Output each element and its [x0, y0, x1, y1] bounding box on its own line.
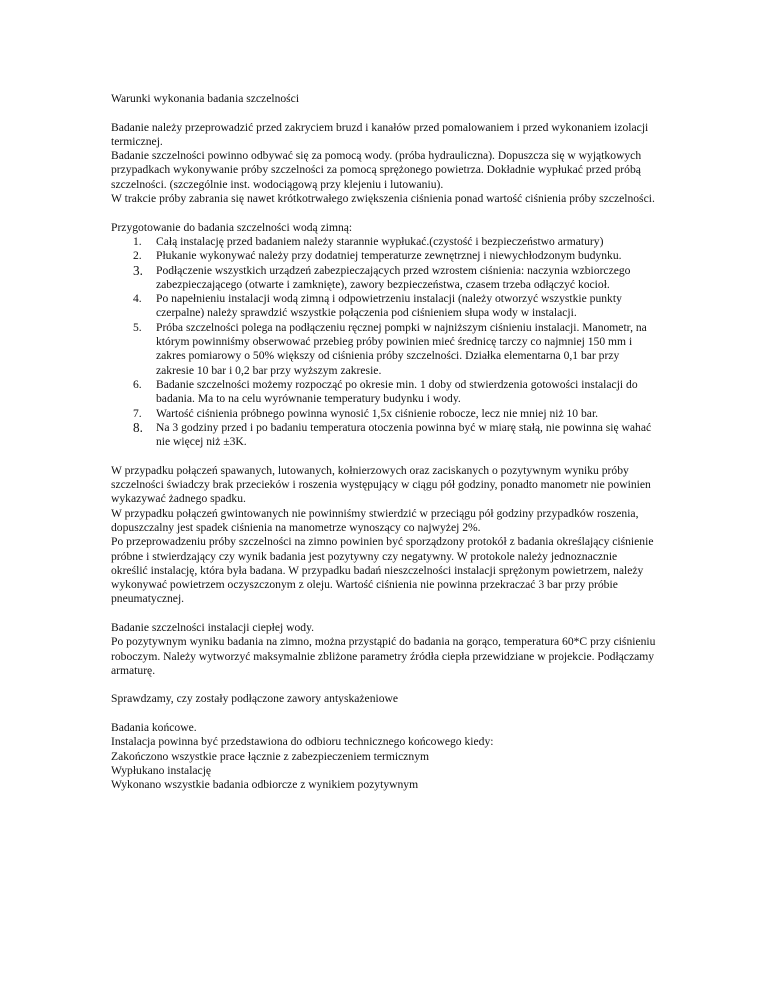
list-number: 6.	[133, 377, 142, 391]
intro-paragraph: Badanie szczelności powinno odbywać się za pomocą wody. (próba hydrauliczna). Dopuszcza się w wyjątkowych przypadkach wykonywanie próby szczelności za pomocą sprężonego powietrza. Dokładnie wypłukać przed próbą szczelności. (szczególnie inst. wodociągową przy klejeniu i lutowaniu).	[111, 149, 642, 191]
spacer	[111, 206, 656, 220]
antipollution-valves-note: Sprawdzamy, czy zostały podłączone zawory antyskażeniowe	[111, 692, 399, 706]
preparation-steps-list	[111, 235, 656, 449]
list-number: 5.	[133, 320, 142, 334]
document-title: Warunki wykonania badania szczelności	[111, 92, 300, 105]
joints-paragraph: W przypadku połączeń gwintowanych nie powinniśmy stwierdzić w przeciągu pół godziny przypadków roszenia, dopuszczalny jest spadek ciśnienia na manometrze wynoszący co najwyżej 2%.	[111, 506, 639, 534]
spacer	[111, 607, 656, 621]
list-item-text: Próba szczelności polega na podłączeniu ręcznej pompki w najniższym ciśnieniu instalacji. Manometr, na którym powinniśmy obserwować przebieg próby powinien mieć średnicę tarczy co najmniej 150 mm i zakres pomiarowy o 50% większy od ciśnienia próby szczelności. Działka elementarna 0,1 bar przy zakresie 10 bar i 0,2 bar przy wyższym zakresie.	[156, 320, 647, 377]
list-item-text: Płukanie wykonywać należy przy dodatniej temperaturze zewnętrznej i niewychłodzonym budynku.	[156, 249, 622, 263]
hot-test-heading: Badanie szczelności instalacji ciepłej wody.	[111, 620, 315, 634]
hot-test-paragraph: Po pozytywnym wyniku badania na zimno, można przystąpić do badania na gorąco, temperatura 60*C przy ciśnieniu roboczym. Należy wytworzyć maksymalnie zbliżone parametry źródła ciepła przewidziane w projekcie. Podłączamy armaturę.	[111, 635, 656, 677]
list-item-text: Podłączenie wszystkich urządzeń zabezpieczających przed wzrostem ciśnienia: naczynia wzbiorczego zabezpieczającego (otwarte i zamknięte), zawory bezpieczeństwa, czasem trzeba odłączyć kocioł.	[156, 263, 631, 291]
protocol-paragraph: Po przeprowadzeniu próby szczelności na zimno powinien być sporządzony protokół z badania określający ciśnienie próbne i stwierdzający czy wynik badania jest pozytywny czy negatywny. W protokole należy jednoznacznie określić instalację, która była badana. W przypadku badań nieszczelności instalacji sprężonym powietrzem, należy wykonywać powietrzem oczyszczonym z oleju. Wartość ciśnienia nie powinna przekraczać 3 bar przy próbie pneumatycznej.	[111, 535, 654, 606]
list-item	[111, 407, 656, 421]
intro-paragraph: Badanie należy przeprowadzić przed zakryciem bruzd i kanałów przed pomalowaniem i przed wykonaniem izolacji termicznej.	[111, 120, 649, 148]
list-item-text: Badanie szczelności możemy rozpocząć po okresie min. 1 doby od stwierdzenia gotowości instalacji do badania. Ma to na celu wyrównanie temperatury budynku i wody.	[156, 377, 638, 406]
intro-paragraph: W trakcie próby zabrania się nawet krótkotrwałego zwiększenia ciśnienia ponad wartość ciśnienia próby szczelności.	[111, 192, 655, 206]
final-tests-line: Wykonano wszystkie badania odbiorcze z wynikiem pozytywnym	[111, 778, 419, 792]
list-number: 3.	[133, 262, 143, 278]
list-item-text: Po napełnieniu instalacji wodą zimną i odpowietrzeniu instalacji (należy otworzyć wszystkie punkty czerpalne) należy sprawdzić wszystkie połączenia pod ciśnieniem słupa wody w instalacji.	[156, 292, 622, 320]
list-item	[111, 321, 656, 378]
final-tests-line: Wypłukano instalację	[111, 763, 212, 777]
list-item	[111, 292, 656, 321]
list-number: 7.	[133, 406, 142, 420]
final-tests-heading: Badania końcowe.	[111, 721, 197, 735]
spacer	[111, 678, 656, 692]
cold-test-heading: Przygotowanie do badania szczelności wodą zimną:	[111, 220, 353, 234]
list-item-text: Całą instalację przed badaniem należy starannie wypłukać.(czystość i bezpieczeństwo armatury)	[156, 234, 604, 248]
final-tests-line: Zakończono wszystkie prace łącznie z zabezpieczeniem termicznym	[111, 749, 430, 763]
list-number: 4.	[133, 292, 142, 306]
spacer	[111, 106, 656, 120]
list-number: 8.	[133, 419, 143, 435]
list-item-text: Wartość ciśnienia próbnego powinna wynosić 1,5x ciśnienie robocze, lecz nie mniej niż 10 bar.	[156, 406, 599, 420]
document-page	[111, 92, 656, 793]
joints-paragraph: W przypadku połączeń spawanych, lutowanych, kołnierzowych oraz zaciskanych o pozytywnym wyniku próby szczelności świadczy brak przecieków i roszenia występujący w ciągu pół godziny, ponadto manometr nie powinien wykazywać żadnego spadku.	[111, 463, 651, 506]
list-item	[111, 378, 656, 407]
spacer	[111, 449, 656, 463]
final-tests-line: Instalacja powinna być przedstawiona do odbioru technicznego końcowego kiedy:	[111, 735, 494, 749]
list-item	[111, 249, 656, 263]
list-number: 2.	[133, 249, 142, 263]
list-item-text: Na 3 godziny przed i po badaniu temperatura otoczenia powinna być w miarę stałą, nie powinna się wahać nie więcej niż ±3K.	[156, 420, 652, 449]
list-item	[111, 235, 656, 249]
list-item	[111, 264, 656, 293]
spacer	[111, 707, 656, 721]
list-number: 1.	[133, 234, 142, 248]
list-item	[111, 421, 656, 450]
